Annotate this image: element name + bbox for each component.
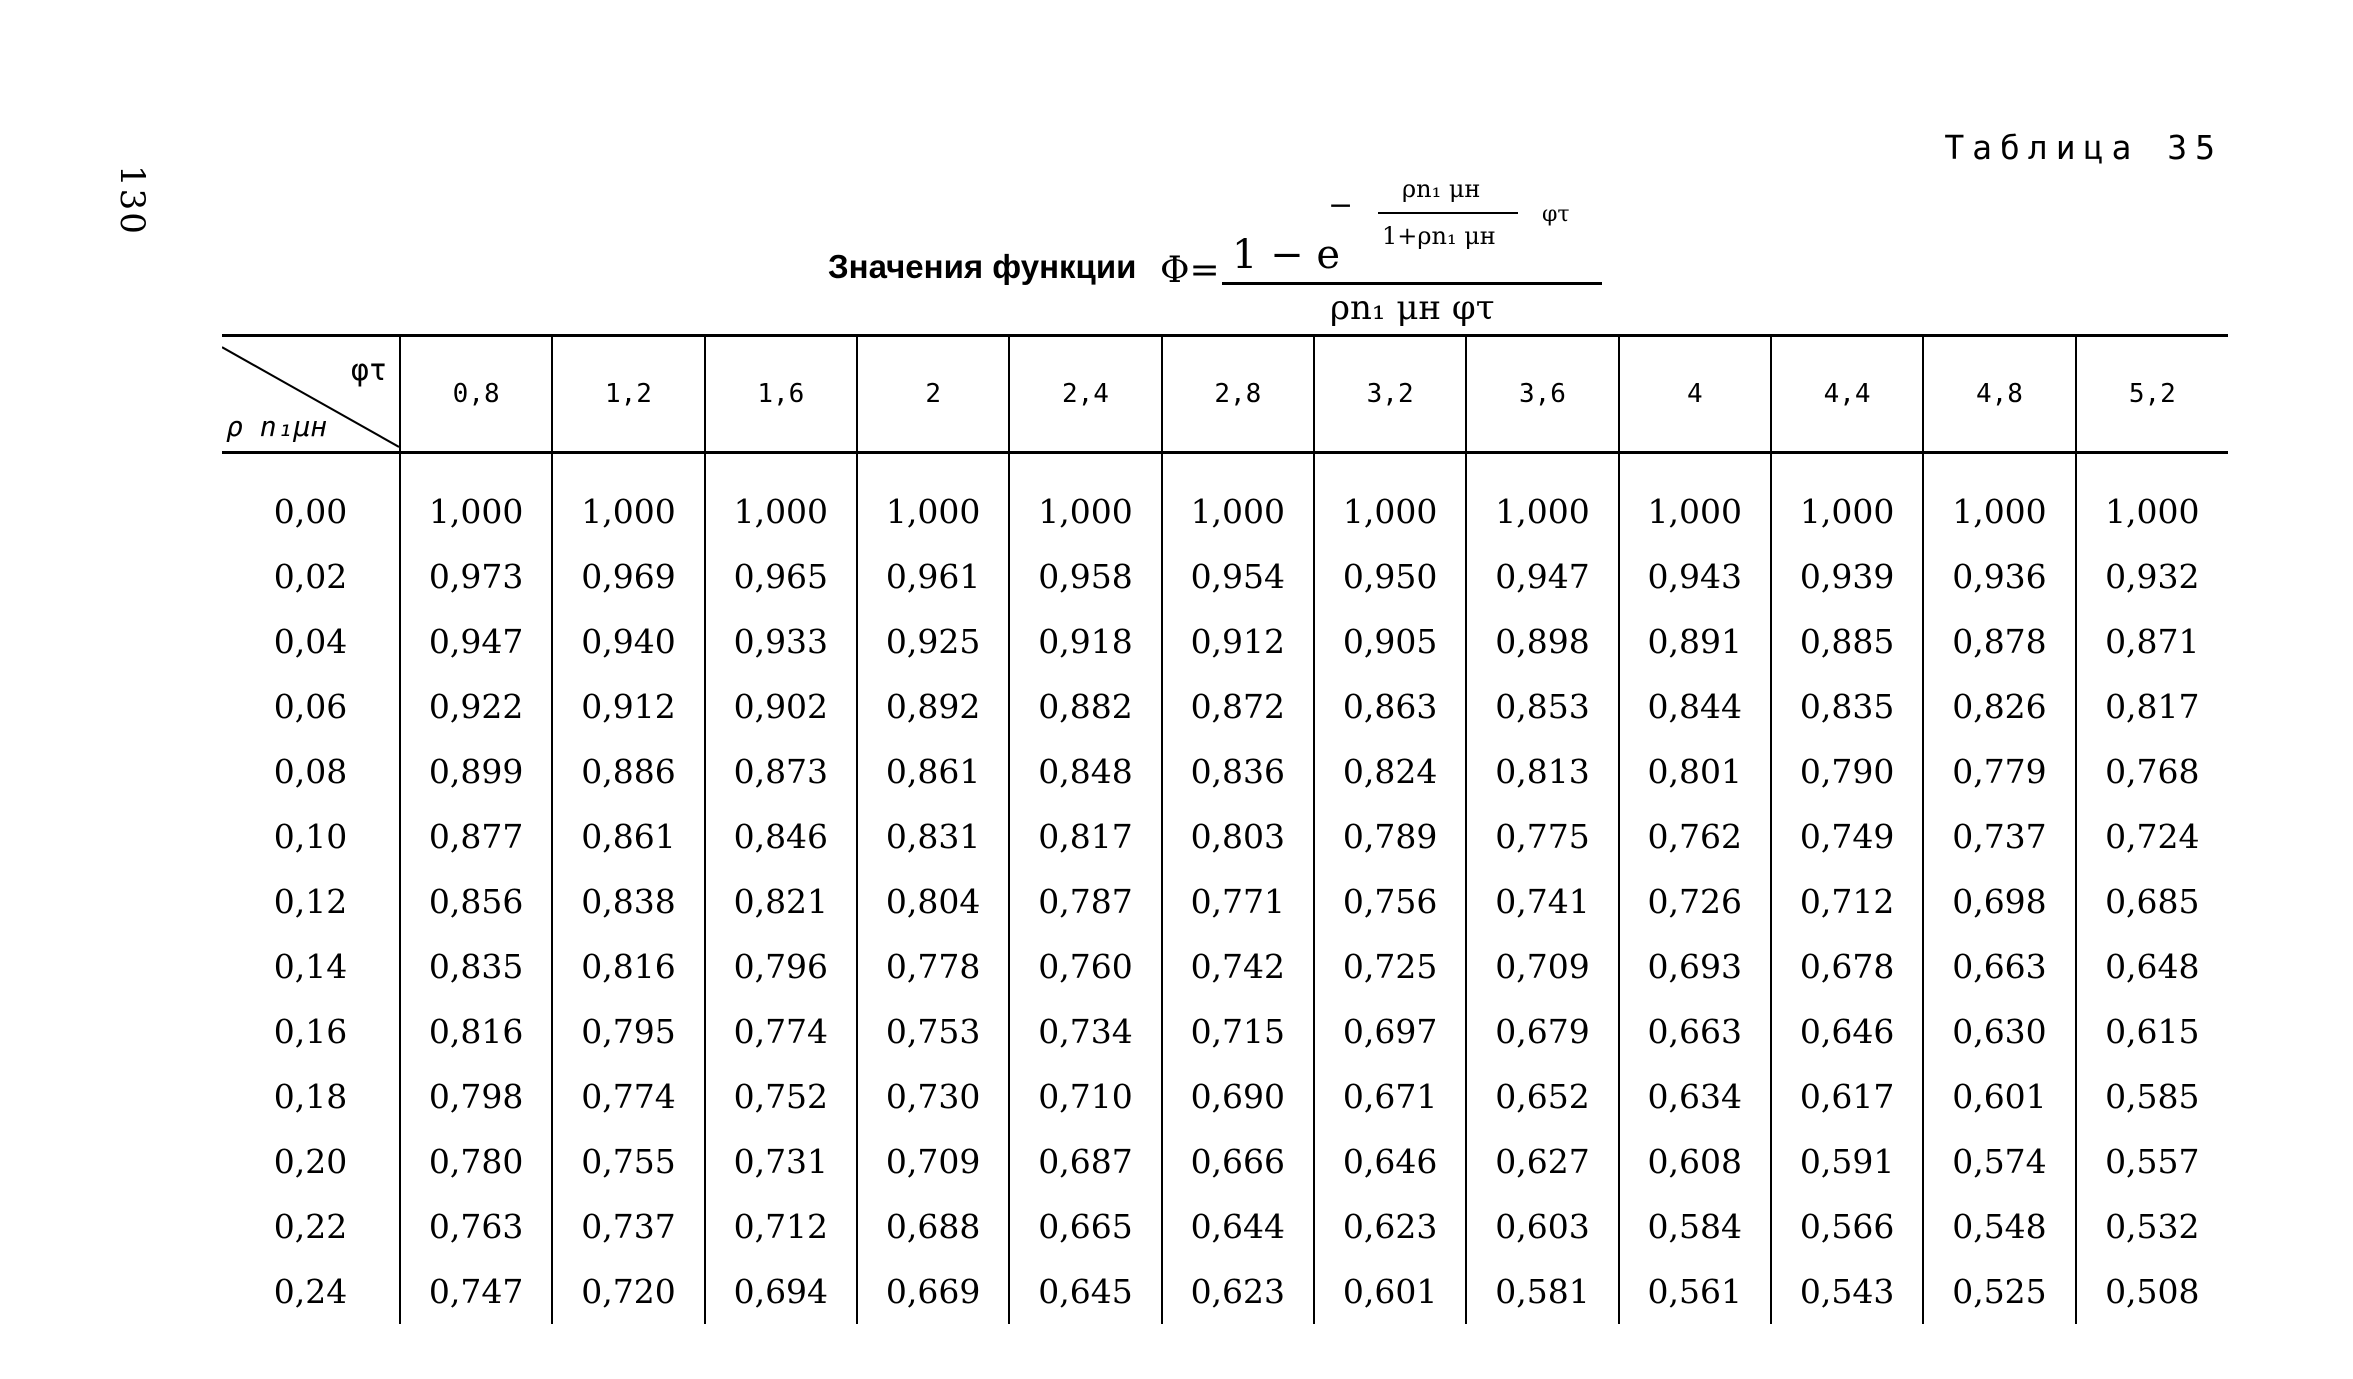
- table-cell: 0,731: [705, 1129, 857, 1194]
- table-cell: 0,943: [1619, 544, 1771, 609]
- table-cell: 0,912: [552, 674, 704, 739]
- column-header: 4: [1619, 336, 1771, 453]
- table-cell: 0,652: [1466, 1064, 1618, 1129]
- table-cell: 0,557: [2076, 1129, 2228, 1194]
- table-cell: 0,666: [1162, 1129, 1314, 1194]
- table-cell: 0,690: [1162, 1064, 1314, 1129]
- row-label: 0,06: [273, 687, 348, 726]
- table-cell: 1,000: [1619, 453, 1771, 545]
- table-cell: 0,734: [1009, 999, 1161, 1064]
- table-row: [222, 609, 2228, 674]
- table-row: [222, 1064, 2228, 1129]
- table-cell: 0,709: [1466, 934, 1618, 999]
- column-header: 0,8: [400, 336, 552, 453]
- table-cell: 0,954: [1162, 544, 1314, 609]
- table-cell: 0,762: [1619, 804, 1771, 869]
- column-header: 2,4: [1009, 336, 1161, 453]
- column-header: 2,8: [1162, 336, 1314, 453]
- table-cell: 0,698: [1923, 869, 2075, 934]
- table-cell: 0,774: [552, 1064, 704, 1129]
- table-cell: 1,000: [400, 453, 552, 545]
- table-cell: 0,892: [857, 674, 1009, 739]
- table-cell: 0,886: [552, 739, 704, 804]
- table-cell: 1,000: [1162, 453, 1314, 545]
- table-cell: 0,872: [1162, 674, 1314, 739]
- table-cell: 0,688: [857, 1194, 1009, 1259]
- table-cell: 0,742: [1162, 934, 1314, 999]
- table-row: [222, 1194, 2228, 1259]
- table-cell: 0,969: [552, 544, 704, 609]
- table-cell: 1,000: [1314, 453, 1466, 545]
- table-cell: 0,685: [2076, 869, 2228, 934]
- row-label: 0,04: [273, 622, 348, 661]
- table-cell: 0,795: [552, 999, 704, 1064]
- table-cell: 0,804: [857, 869, 1009, 934]
- table-cell: 0,693: [1619, 934, 1771, 999]
- table-cell: 0,710: [1009, 1064, 1161, 1129]
- table-cell: 1,000: [1771, 453, 1923, 545]
- table-cell: 0,932: [2076, 544, 2228, 609]
- corner-column-var: φτ: [350, 353, 387, 388]
- table-cell: 0,779: [1923, 739, 2075, 804]
- table-cell: 0,817: [2076, 674, 2228, 739]
- table-cell: 0,741: [1466, 869, 1618, 934]
- header-row: [222, 336, 2228, 453]
- column-header: 1,2: [552, 336, 704, 453]
- table-cell: 0,730: [857, 1064, 1009, 1129]
- table-cell: 0,939: [1771, 544, 1923, 609]
- formula-denominator: ρn₁ μн φτ: [1330, 288, 1495, 328]
- row-label: 0,16: [273, 1012, 348, 1051]
- column-header: 1,6: [705, 336, 857, 453]
- table-cell: 0,561: [1619, 1259, 1771, 1324]
- table-label: Таблица 35: [1944, 128, 2223, 167]
- table-cell: 0,585: [2076, 1064, 2228, 1129]
- table-cell: 0,663: [1923, 934, 2075, 999]
- table-cell: 0,936: [1923, 544, 2075, 609]
- table-cell: 0,753: [857, 999, 1009, 1064]
- table-cell: 0,603: [1466, 1194, 1618, 1259]
- table-cell: 0,878: [1923, 609, 2075, 674]
- table-cell: 0,678: [1771, 934, 1923, 999]
- formula-lhs: Φ=: [1160, 250, 1220, 291]
- table-cell: 0,961: [857, 544, 1009, 609]
- table-cell: 1,000: [2076, 453, 2228, 545]
- table-cell: 0,899: [400, 739, 552, 804]
- table-cell: 0,663: [1619, 999, 1771, 1064]
- table-cell: 0,885: [1771, 609, 1923, 674]
- table-row: [222, 1259, 2228, 1324]
- table-cell: 0,615: [2076, 999, 2228, 1064]
- table-cell: 0,755: [552, 1129, 704, 1194]
- table-cell: 0,584: [1619, 1194, 1771, 1259]
- table-row: [222, 804, 2228, 869]
- table-cell: 0,771: [1162, 869, 1314, 934]
- table-cell: 0,687: [1009, 1129, 1161, 1194]
- table-cell: 0,922: [400, 674, 552, 739]
- table-cell: 0,726: [1619, 869, 1771, 934]
- table-cell: 0,873: [705, 739, 857, 804]
- table-cell: 0,789: [1314, 804, 1466, 869]
- table-cell: 0,548: [1923, 1194, 2075, 1259]
- row-label: 0,10: [273, 817, 348, 856]
- table-cell: 0,861: [857, 739, 1009, 804]
- table-cell: 0,871: [2076, 609, 2228, 674]
- table-row: [222, 453, 2228, 545]
- table-cell: 0,737: [1923, 804, 2075, 869]
- table-cell: 1,000: [857, 453, 1009, 545]
- formula-exp-numerator: ρn₁ μн: [1402, 175, 1481, 203]
- table-cell: 0,715: [1162, 999, 1314, 1064]
- table-cell: 0,697: [1314, 999, 1466, 1064]
- table-cell: 0,760: [1009, 934, 1161, 999]
- column-header: 4,8: [1923, 336, 2075, 453]
- table-cell: 0,836: [1162, 739, 1314, 804]
- table-cell: 0,796: [705, 934, 857, 999]
- table-cell: 0,630: [1923, 999, 2075, 1064]
- row-label: 0,18: [273, 1077, 348, 1116]
- table-cell: 0,950: [1314, 544, 1466, 609]
- table-cell: 0,798: [400, 1064, 552, 1129]
- column-header: 5,2: [2076, 336, 2228, 453]
- table-row: [222, 869, 2228, 934]
- table-cell: 0,671: [1314, 1064, 1466, 1129]
- row-label: 0,22: [273, 1207, 348, 1246]
- table-cell: 0,574: [1923, 1129, 2075, 1194]
- table-row: [222, 1129, 2228, 1194]
- table-cell: 0,838: [552, 869, 704, 934]
- table-cell: 0,725: [1314, 934, 1466, 999]
- table-cell: 0,848: [1009, 739, 1161, 804]
- table-cell: 0,756: [1314, 869, 1466, 934]
- page-number: 130: [112, 165, 152, 236]
- row-label: 0,24: [273, 1272, 348, 1311]
- table-cell: 1,000: [1009, 453, 1161, 545]
- formula-fraction-line: [1222, 282, 1602, 285]
- table-cell: 0,601: [1314, 1259, 1466, 1324]
- table-cell: 0,646: [1771, 999, 1923, 1064]
- table-cell: 0,617: [1771, 1064, 1923, 1129]
- formula-exp-fraction-line: [1378, 212, 1518, 214]
- table-cell: 0,724: [2076, 804, 2228, 869]
- table-cell: 0,737: [552, 1194, 704, 1259]
- row-label: 0,00: [273, 492, 348, 531]
- table-cell: 0,634: [1619, 1064, 1771, 1129]
- table-cell: 0,856: [400, 869, 552, 934]
- table-cell: 0,877: [400, 804, 552, 869]
- formula-numerator: 1 − e: [1232, 232, 1341, 278]
- table-cell: 1,000: [705, 453, 857, 545]
- table-cell: 1,000: [1466, 453, 1618, 545]
- table-cell: 0,665: [1009, 1194, 1161, 1259]
- table-cell: 0,882: [1009, 674, 1161, 739]
- table-cell: 0,803: [1162, 804, 1314, 869]
- table-cell: 0,752: [705, 1064, 857, 1129]
- row-label: 0,20: [273, 1142, 348, 1181]
- table-cell: 0,780: [400, 1129, 552, 1194]
- table-row: [222, 674, 2228, 739]
- table-cell: 0,645: [1009, 1259, 1161, 1324]
- table-cell: 0,508: [2076, 1259, 2228, 1324]
- table-body: [222, 453, 2228, 1325]
- table-cell: 0,543: [1771, 1259, 1923, 1324]
- table-cell: 0,958: [1009, 544, 1161, 609]
- table-cell: 0,891: [1619, 609, 1771, 674]
- table-cell: 0,816: [400, 999, 552, 1064]
- table-cell: 1,000: [1923, 453, 2075, 545]
- table-cell: 0,747: [400, 1259, 552, 1324]
- table-cell: 0,790: [1771, 739, 1923, 804]
- table-cell: 0,835: [1771, 674, 1923, 739]
- table-cell: 0,774: [705, 999, 857, 1064]
- table-cell: 0,679: [1466, 999, 1618, 1064]
- column-header: 3,6: [1466, 336, 1618, 453]
- table-cell: 0,918: [1009, 609, 1161, 674]
- table-cell: 0,947: [1466, 544, 1618, 609]
- formula-exp-minus: −: [1328, 188, 1354, 223]
- table-cell: 1,000: [552, 453, 704, 545]
- table-cell: 0,898: [1466, 609, 1618, 674]
- table-cell: 0,644: [1162, 1194, 1314, 1259]
- table-cell: 0,863: [1314, 674, 1466, 739]
- table-cell: 0,591: [1771, 1129, 1923, 1194]
- table-cell: 0,778: [857, 934, 1009, 999]
- corner-row-var: ρ n₁μн: [226, 410, 328, 443]
- table-cell: 0,768: [2076, 739, 2228, 804]
- table-cell: 0,712: [705, 1194, 857, 1259]
- table-cell: 0,940: [552, 609, 704, 674]
- table-cell: 0,925: [857, 609, 1009, 674]
- table-cell: 0,813: [1466, 739, 1618, 804]
- table-cell: 0,801: [1619, 739, 1771, 804]
- table-cell: 0,902: [705, 674, 857, 739]
- table-cell: 0,861: [552, 804, 704, 869]
- table-cell: 0,623: [1314, 1194, 1466, 1259]
- table-cell: 0,763: [400, 1194, 552, 1259]
- table-cell: 0,933: [705, 609, 857, 674]
- corner-cell: [222, 336, 400, 453]
- table-row: [222, 544, 2228, 609]
- table-cell: 0,973: [400, 544, 552, 609]
- table-cell: 0,826: [1923, 674, 2075, 739]
- table-cell: 0,566: [1771, 1194, 1923, 1259]
- table-cell: 0,709: [857, 1129, 1009, 1194]
- table-cell: 0,646: [1314, 1129, 1466, 1194]
- table-cell: 0,749: [1771, 804, 1923, 869]
- table-cell: 0,648: [2076, 934, 2228, 999]
- table-cell: 0,844: [1619, 674, 1771, 739]
- table-row: [222, 739, 2228, 804]
- table-cell: 0,821: [705, 869, 857, 934]
- table-cell: 0,775: [1466, 804, 1618, 869]
- table-cell: 0,835: [400, 934, 552, 999]
- table-cell: 0,787: [1009, 869, 1161, 934]
- table-caption: Значения функции: [828, 248, 1137, 285]
- table-cell: 0,623: [1162, 1259, 1314, 1324]
- table-cell: 0,581: [1466, 1259, 1618, 1324]
- table-cell: 0,525: [1923, 1259, 2075, 1324]
- table-cell: 0,817: [1009, 804, 1161, 869]
- table-cell: 0,712: [1771, 869, 1923, 934]
- values-table: [222, 334, 2228, 1324]
- table-cell: 0,912: [1162, 609, 1314, 674]
- table-cell: 0,669: [857, 1259, 1009, 1324]
- row-label: 0,02: [273, 557, 348, 596]
- table-cell: 0,947: [400, 609, 552, 674]
- table-cell: 0,720: [552, 1259, 704, 1324]
- table-cell: 0,853: [1466, 674, 1618, 739]
- column-header: 3,2: [1314, 336, 1466, 453]
- table-cell: 0,831: [857, 804, 1009, 869]
- table-cell: 0,694: [705, 1259, 857, 1324]
- table-cell: 0,846: [705, 804, 857, 869]
- row-label: 0,08: [273, 752, 348, 791]
- table-row: [222, 999, 2228, 1064]
- table-cell: 0,627: [1466, 1129, 1618, 1194]
- row-label: 0,14: [273, 947, 348, 986]
- table-cell: 0,601: [1923, 1064, 2075, 1129]
- table-cell: 0,816: [552, 934, 704, 999]
- table-row: [222, 934, 2228, 999]
- formula-exp-phi: φτ: [1542, 202, 1570, 227]
- column-header: 2: [857, 336, 1009, 453]
- formula-exp-denominator: 1+ρn₁ μн: [1382, 222, 1496, 250]
- row-label: 0,12: [273, 882, 348, 921]
- table-cell: 0,965: [705, 544, 857, 609]
- table-cell: 0,608: [1619, 1129, 1771, 1194]
- table-cell: 0,532: [2076, 1194, 2228, 1259]
- column-header: 4,4: [1771, 336, 1923, 453]
- table-cell: 0,824: [1314, 739, 1466, 804]
- table-cell: 0,905: [1314, 609, 1466, 674]
